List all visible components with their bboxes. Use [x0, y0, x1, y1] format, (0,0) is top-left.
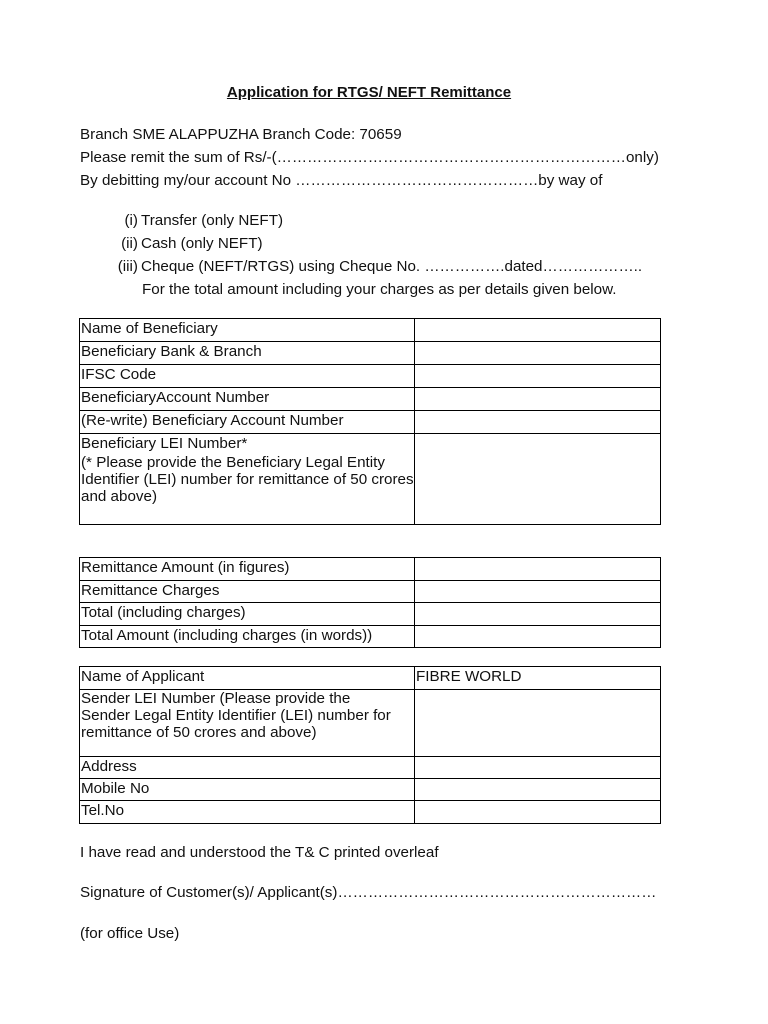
beneficiary-table [79, 318, 661, 525]
table-row [80, 690, 661, 757]
page-title: Application for RTGS/ NEFT Remittance [226, 84, 512, 101]
tel-field[interactable] [415, 801, 661, 824]
signature-line: Signature of Customer(s)/ Applicant(s)……………………………………………………… [80, 884, 657, 901]
beneficiary-name-label: Name of Beneficiary [80, 319, 415, 342]
tel-label: Tel.No [80, 801, 415, 824]
beneficiary-bank-field[interactable] [415, 342, 661, 365]
rewrite-account-number-label: (Re-write) Beneficiary Account Number [80, 411, 415, 434]
table-row [80, 558, 661, 581]
total-field[interactable] [415, 603, 661, 626]
beneficiary-name-field[interactable] [415, 319, 661, 342]
total-amount-note: For the total amount including your charges as per details given below. [142, 281, 617, 298]
sender-lei-field[interactable] [415, 690, 661, 757]
total-label: Total (including charges) [80, 603, 415, 626]
remittance-charges-field[interactable] [415, 581, 661, 603]
option-cash [76, 234, 263, 254]
beneficiary-lei-field[interactable] [415, 434, 661, 525]
applicant-name-field[interactable]: FIBRE WORLD [415, 667, 661, 690]
beneficiary-bank-label: Beneficiary Bank & Branch [80, 342, 415, 365]
address-label: Address [80, 757, 415, 779]
debit-account-line: By debitting my/our account No …………………………………………by way of [80, 172, 603, 189]
table-row [80, 434, 661, 525]
mobile-label: Mobile No [80, 779, 415, 801]
remittance-amount-label: Remittance Amount (in figures) [80, 558, 415, 581]
option-text: Transfer (only NEFT) [141, 212, 284, 229]
account-number-field[interactable] [415, 388, 661, 411]
table-row [80, 411, 661, 434]
option-number: (iii) [117, 258, 138, 275]
beneficiary-lei-cell [80, 434, 415, 525]
ifsc-code-field[interactable] [415, 365, 661, 388]
account-number-label: BeneficiaryAccount Number [80, 388, 415, 411]
remittance-amount-field[interactable] [415, 558, 661, 581]
address-field[interactable] [415, 757, 661, 779]
remit-amount-line: Please remit the sum of Rs/-(……………………………………………………………only) [80, 149, 659, 166]
remittance-charges-label: Remittance Charges [80, 581, 415, 603]
tc-acknowledgement: I have read and understood the T& C printed overleaf [80, 844, 439, 861]
mobile-field[interactable] [415, 779, 661, 801]
applicant-name-label: Name of Applicant [80, 667, 415, 690]
table-row [80, 581, 661, 603]
branch-line: Branch SME ALAPPUZHA Branch Code: 70659 [80, 126, 402, 143]
ifsc-code-label: IFSC Code [80, 365, 415, 388]
beneficiary-lei-note: (* Please provide the Beneficiary Legal Entity Identifier (LEI) number for remittance of 50 crores and above) [81, 454, 414, 505]
total-in-words-field[interactable] [415, 626, 661, 648]
table-row [80, 801, 661, 824]
table-row [80, 603, 661, 626]
table-row [80, 757, 661, 779]
option-number: (ii) [121, 235, 138, 252]
table-row [80, 342, 661, 365]
table-row [80, 667, 661, 690]
sender-lei-label: Sender LEI Number (Please provide the Sender Legal Entity Identifier (LEI) number for remittance of 50 crores and above) [80, 690, 415, 757]
table-row [80, 626, 661, 648]
option-text: Cheque (NEFT/RTGS) using Cheque No. …………….dated……………….. [141, 258, 643, 275]
option-cheque [76, 257, 642, 277]
applicant-table [79, 666, 661, 824]
rewrite-account-number-field[interactable] [415, 411, 661, 434]
table-row [80, 779, 661, 801]
total-in-words-label: Total Amount (including charges (in words)) [80, 626, 415, 648]
office-use-label: (for office Use) [80, 925, 180, 942]
beneficiary-lei-label: Beneficiary LEI Number* [81, 435, 248, 452]
option-number: (i) [124, 212, 138, 229]
amount-table [79, 557, 661, 648]
option-transfer [76, 211, 283, 231]
table-row [80, 319, 661, 342]
table-row [80, 365, 661, 388]
table-row [80, 388, 661, 411]
option-text: Cash (only NEFT) [141, 235, 263, 252]
